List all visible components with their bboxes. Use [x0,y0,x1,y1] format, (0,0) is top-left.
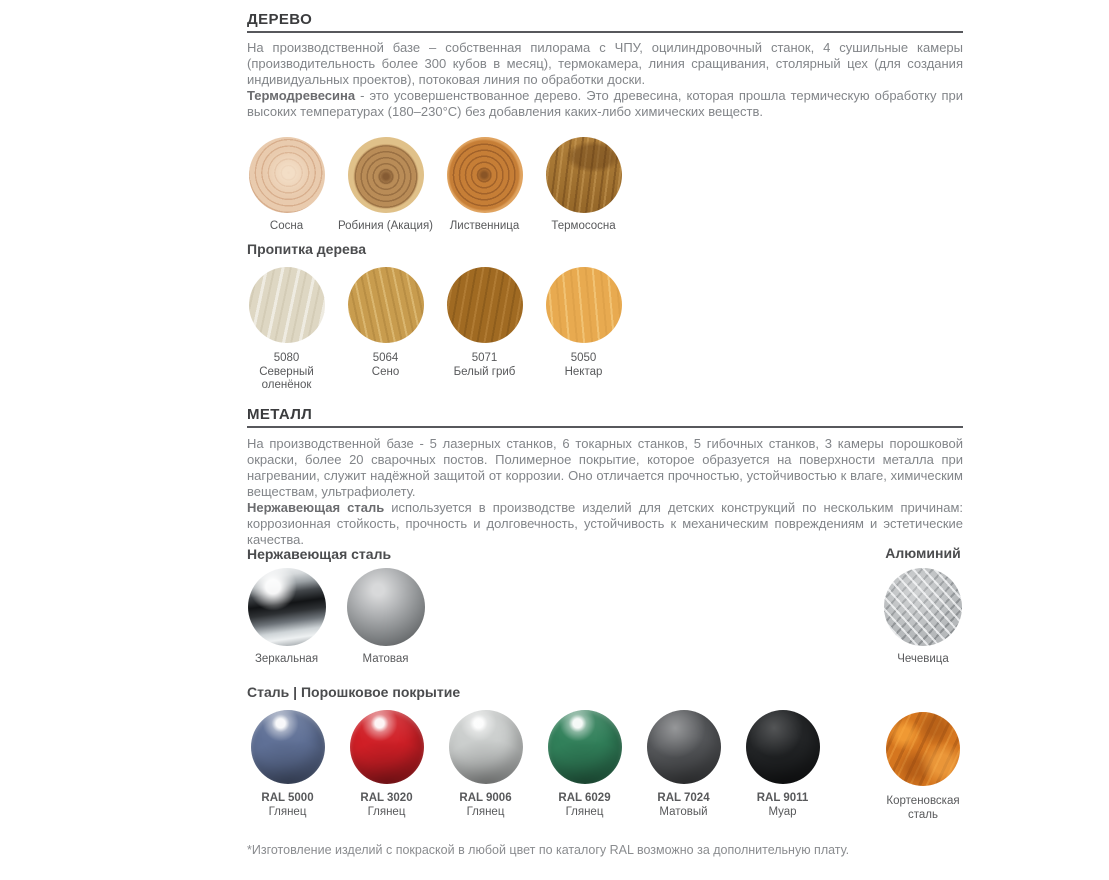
stainless-paragraph [247,500,963,548]
matte-steel-sphere [347,568,425,646]
ral-swatch-7024 [634,710,733,819]
ral-finish: Матовый [659,805,708,818]
swatch-name: Белый гриб [453,365,516,378]
stainless-text: используется в производстве изделий для детских конструкций по нескольким причинам: коррозионная стойкость, прочность и долговечность, устойчивость к механическим повреждениям и эстетические качества. [247,500,964,547]
wood-section-title: ДЕРЕВО [247,11,313,28]
swatch-label: Термососна [551,220,616,232]
wood-section-text [247,40,963,120]
swatch-code: 5050 [570,352,597,364]
ral-finish: Глянец [268,805,307,818]
wood-swatch-larch [435,137,534,234]
stainless-mirror [237,568,336,667]
ral-color-sphere [647,710,721,784]
powder-colors-row [238,710,832,819]
ral-code: RAL 3020 [360,792,413,804]
aluminium-lentil-swatch [884,568,962,646]
swatch-name: Нектар [564,365,603,378]
aluminium-swatch-cell [873,568,973,667]
thermowood-text: - это усовершенствованное дерево. Это древесина, которая прошла термическую обработку при высоких температурах (180–230°С) без добавления каких-либо химических веществ. [247,88,963,119]
ral-code: RAL 7024 [657,792,710,804]
wood-swatch-pine [237,137,336,234]
ral-swatch-6029 [535,710,634,819]
ral-code: RAL 6029 [558,792,611,804]
swatch-label: Зеркальная [254,653,319,665]
powder-coating-title: Сталь | Порошковое покрытие [247,684,461,700]
swatch-code: 5071 [471,352,498,364]
impregnation-row [237,267,633,393]
ral-finish: Глянец [565,805,604,818]
impregnation-swatch-5080 [237,267,336,393]
swatch-label: Робиния (Акация) [337,220,433,232]
aluminium-title: Алюминий [885,545,961,561]
thermopine-swatch [546,137,622,213]
wood-swatch-robinia [336,137,435,234]
ral-footnote: *Изготовление изделий с покраской в любой цвет по каталогу RAL возможно за дополнительную плату. [247,843,850,857]
stainless-steel-title: Нержавеющая сталь [247,546,392,562]
swatch-label: Чечевица [897,653,949,665]
impregnation-title: Пропитка дерева [247,241,366,257]
ral-color-sphere [746,710,820,784]
wood-swatch-thermopine [534,137,633,234]
swatch-name: Северный оленёнок [259,365,314,391]
ral-code: RAL 9011 [756,792,809,804]
color-swatch [249,267,325,343]
ral-finish: Глянец [367,805,406,818]
metal-section-text [247,436,963,548]
corten-swatch-cell [873,712,973,822]
ral-code: RAL 5000 [261,792,314,804]
ral-color-sphere [449,710,523,784]
thermowood-lead: Термодревесина [247,88,356,103]
ral-color-sphere [251,710,325,784]
ral-color-sphere [548,710,622,784]
impregnation-swatch-5050 [534,267,633,393]
ral-code: RAL 9006 [459,792,512,804]
corten-steel-swatch [886,712,960,786]
color-swatch [447,267,523,343]
wood-species-row [237,137,633,234]
stainless-matte [336,568,435,667]
swatch-label: Сосна [269,220,304,232]
mirror-steel-sphere [248,568,326,646]
swatch-label: Кортеновская сталь [886,795,960,821]
swatch-code: 5064 [372,352,399,364]
larch-cut-swatch [447,137,523,213]
ral-finish: Муар [768,805,797,818]
swatch-label: Лиственница [449,220,520,232]
color-swatch [348,267,424,343]
ral-swatch-9011 [733,710,832,819]
metal-intro-paragraph: На производственной базе - 5 лазерных станков, 6 токарных станков, 5 гибочных станков, 3 камеры порошковой окраски, более 20 сварочных постов. Полимерное покрытие, которое образуется на поверхности металла при нагревании, служит надёжной защитой от коррозии. Оно отличается прочностью, устойчивостью к влаге, химическим веществам, ультрафиолету. [247,436,963,499]
impregnation-swatch-5071 [435,267,534,393]
stainless-row [237,568,435,667]
swatch-label: Матовая [362,653,409,665]
metal-section-divider [247,426,963,428]
ral-swatch-9006 [436,710,535,819]
ral-finish: Глянец [466,805,505,818]
wood-intro-paragraph: На производственной базе – собственная пилорама с ЧПУ, оцилиндровочный станок, 4 сушильные камеры (производительность более 300 кубов в месяц), термокамера, линия сращивания, столярный цех (для создания индивидуальных проектов), потоковая линия по обработки доски. [247,40,963,87]
color-swatch [546,267,622,343]
ral-color-sphere [350,710,424,784]
wood-section-divider [247,31,963,33]
pine-cut-swatch [249,137,325,213]
ral-swatch-5000 [238,710,337,819]
metal-section-title: МЕТАЛЛ [247,406,313,423]
impregnation-swatch-5064 [336,267,435,393]
ral-swatch-3020 [337,710,436,819]
stainless-lead: Нержавеющая сталь [247,500,385,515]
robinia-cut-swatch [348,137,424,213]
swatch-code: 5080 [273,352,300,364]
thermowood-paragraph [247,88,963,120]
swatch-name: Сено [371,365,400,378]
